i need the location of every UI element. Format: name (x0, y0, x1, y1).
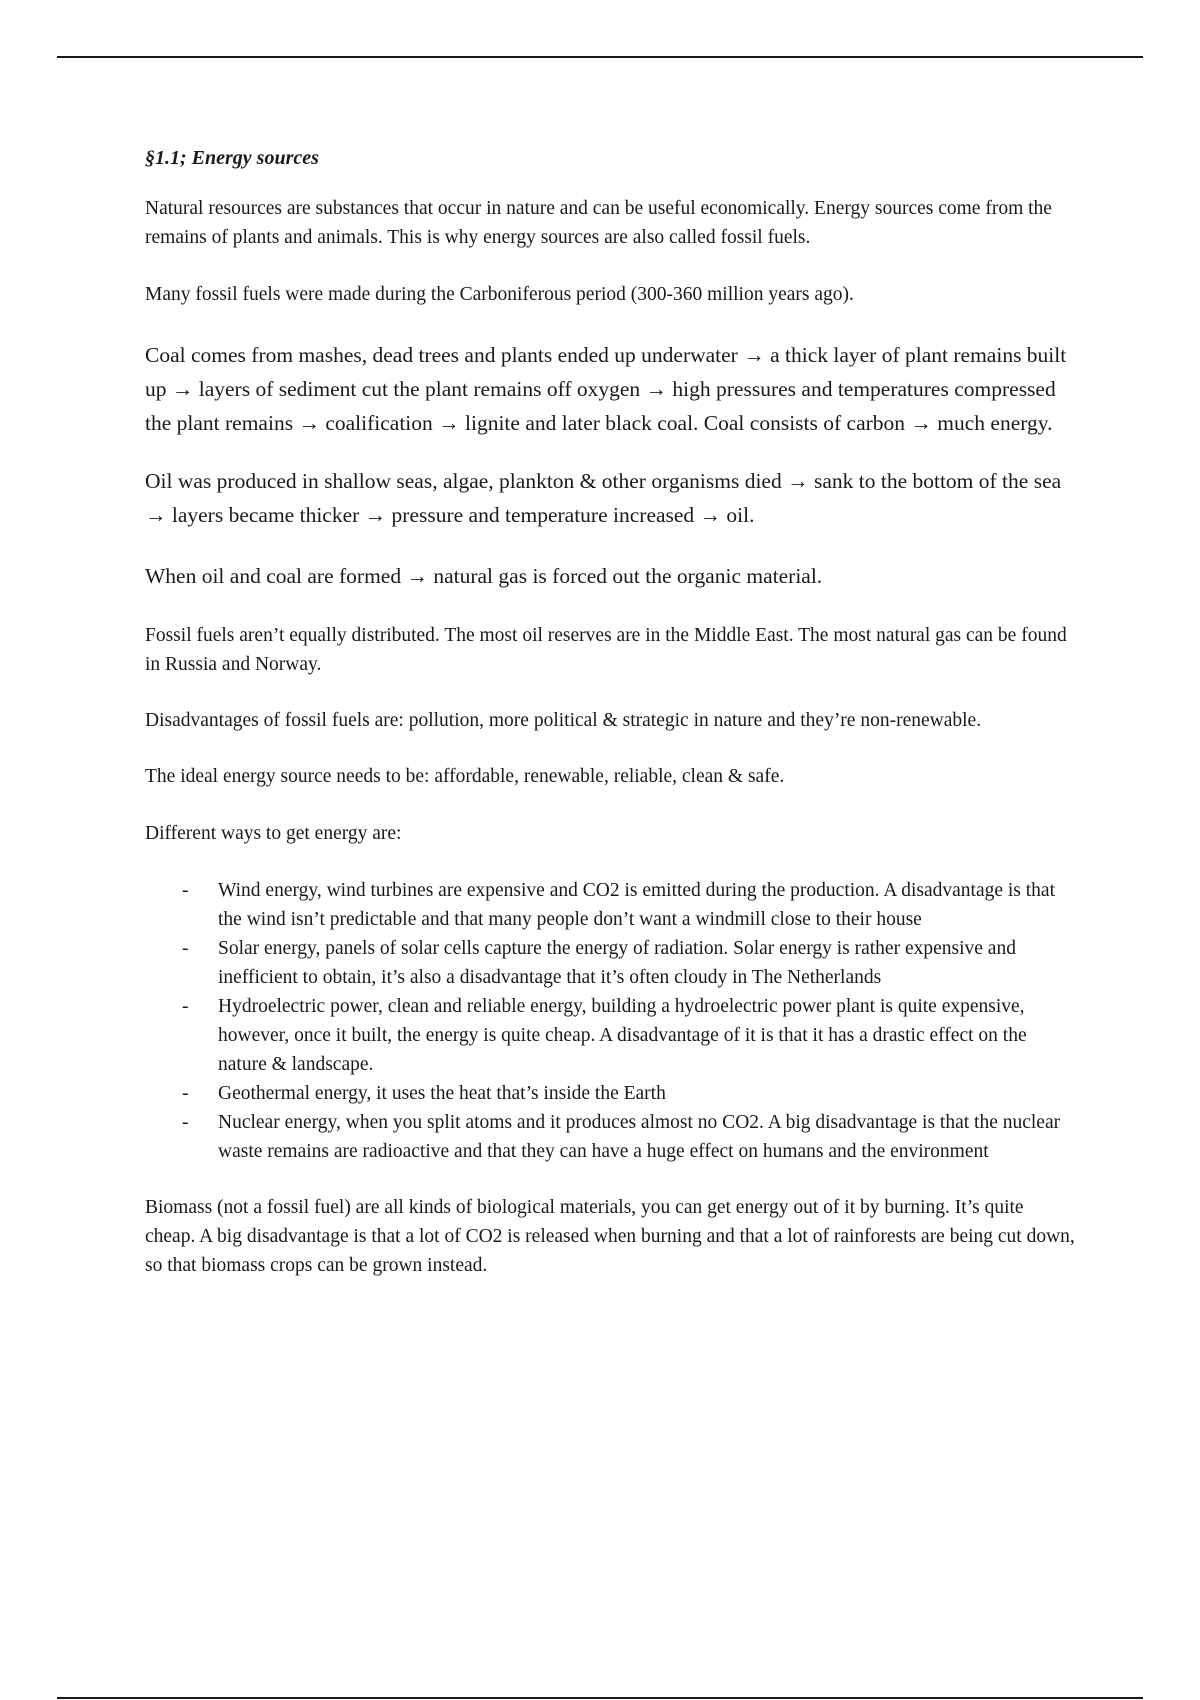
paragraph-natural-gas: When oil and coal are formed → natural gas is forced out the organic material. (145, 564, 823, 588)
paragraph-carboniferous: Many fossil fuels were made during the Carboniferous period (300-360 million years ago). (145, 284, 854, 305)
paragraph-biomass: Biomass (not a fossil fuel) are all kinds of biological materials, you can get energy out of it by burning. It’s quite cheap. A big disadvantage is that a lot of CO2 is released when burning and that a lot of rainforests are being cut down, so that biomass crops can be grown instead. (145, 1197, 1075, 1276)
bullet-marker: - (182, 1083, 189, 1104)
bullet-marker: - (182, 996, 189, 1017)
list-item (145, 992, 1075, 1079)
list-item-text: Geothermal energy, it uses the heat that’s inside the Earth (218, 1083, 666, 1104)
list-item-text: Nuclear energy, when you split atoms and it produces almost no CO2. A big disadvantage is that the nuclear waste remains are radioactive and that they can have a huge effect on humans and the environment (218, 1112, 1061, 1162)
paragraph-different-ways: Different ways to get energy are: (145, 823, 402, 844)
paragraph-natural-resources: Natural resources are substances that occur in nature and can be useful economically. Energy sources come from the remains of plants and animals. This is why energy sources are also called fossil fuels. (145, 198, 1052, 248)
section-heading: §1.1; Energy sources (145, 147, 319, 169)
list-item-text: Solar energy, panels of solar cells capture the energy of radiation. Solar energy is rather expensive and inefficient to obtain, it’s also a disadvantage that it’s often cloudy in The Netherlands (218, 938, 1016, 988)
list-item-text: Hydroelectric power, clean and reliable energy, building a hydroelectric power plant is quite expensive, however, once it built, the energy is quite cheap. A disadvantage of it is that it has a drastic effect on the nature & landscape. (218, 996, 1027, 1075)
bullet-marker: - (182, 938, 189, 959)
paragraph-oil-formation: Oil was produced in shallow seas, algae, plankton & other organisms died → sank to the bottom of the sea → layers became thicker → pressure and temperature increased → oil. (145, 469, 1062, 527)
bottom-rule (57, 1697, 1143, 1699)
list-item (145, 876, 1075, 934)
paragraph-disadvantages: Disadvantages of fossil fuels are: pollution, more political & strategic in nature and they’re non-renewable. (145, 710, 982, 731)
top-rule (57, 56, 1143, 58)
list-item-text: Wind energy, wind turbines are expensive and CO2 is emitted during the production. A disadvantage is that the wind isn’t predictable and that many people don’t want a windmill close to their house (218, 880, 1055, 930)
bullet-marker: - (182, 880, 189, 901)
paragraph-ideal-source: The ideal energy source needs to be: affordable, renewable, reliable, clean & safe. (145, 766, 785, 787)
energy-ways-list (145, 876, 1075, 1166)
paragraph-distribution: Fossil fuels aren’t equally distributed. The most oil reserves are in the Middle East. The most natural gas can be found in Russia and Norway. (145, 625, 1067, 675)
bullet-marker: - (182, 1112, 189, 1133)
paragraph-coal-formation: Coal comes from mashes, dead trees and plants ended up underwater → a thick layer of plant remains built up → layers of sediment cut the plant remains off oxygen → high pressures and temperatures compressed the plant remains → coalification → lignite and later black coal. Coal consists of carbon → much energy. (145, 343, 1067, 435)
list-item (145, 934, 1075, 992)
list-item (145, 1108, 1075, 1166)
list-item (145, 1079, 1075, 1108)
document-body (145, 144, 1075, 1280)
